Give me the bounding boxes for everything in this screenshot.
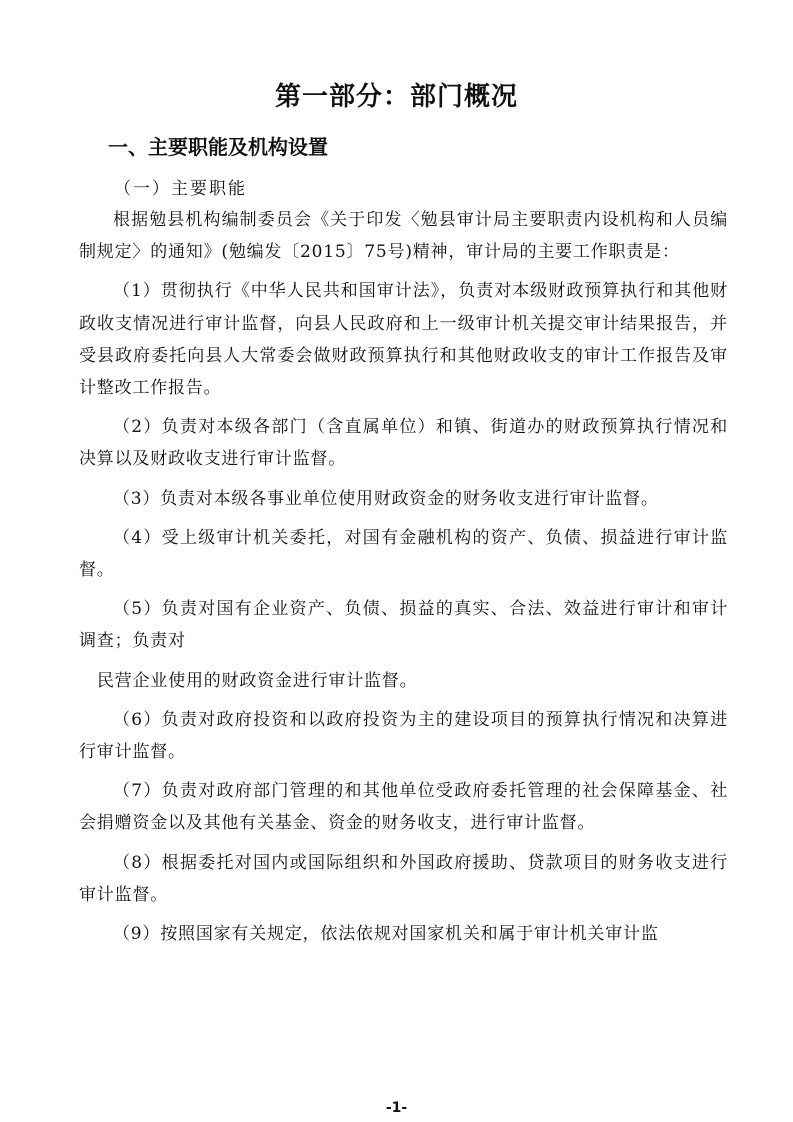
paragraph-duty-3: （3）负责对本级各事业单位使用财政资金的财务收支进行审计监督。 bbox=[113, 488, 659, 509]
paragraph-intro: 根据勉县机构编制委员会《关于印发〈勉县审计局主要职责内设机构和人员编制规定〉的通知》(勉编发〔2015〕75号)精神，审计局的主要工作职责是： bbox=[79, 210, 728, 263]
paragraph-duty-4: （4）受上级审计机关委托，对国有金融机构的资产、负债、损益进行审计监督。 bbox=[79, 527, 728, 581]
paragraph-duty-6: （6）负责对政府投资和以政府投资为主的建设项目的预算执行情况和决算进行审计监督。 bbox=[79, 709, 728, 763]
paragraph-duty-5: （5）负责对国有企业资产、负债、损益的真实、合法、效益进行审计和审计调查；负责对 bbox=[79, 599, 728, 652]
page-number: -1- bbox=[385, 1100, 408, 1116]
page-title: 第一部分：部门概况 bbox=[274, 82, 518, 112]
paragraph-duty-5-continued: 民营企业使用的财政资金进行审计监督。 bbox=[97, 670, 418, 691]
paragraph-duty-9: （9）按照国家有关规定，依法依规对国家机关和属于审计机关审计监 bbox=[113, 924, 659, 945]
paragraph-duty-2: （2）负责对本级各部门（含直属单位）和镇、街道办的财政预算执行情况和决算以及财政收支进行审计监督。 bbox=[79, 417, 728, 470]
document-body bbox=[79, 204, 728, 957]
paragraph-duty-8: （8）根据委托对国内或国际组织和外国政府援助、贷款项目的财务收支进行审计监督。 bbox=[79, 852, 728, 905]
section-heading: 一、主要职能及机构设置 bbox=[108, 135, 328, 159]
paragraph-duty-1: （1）贯彻执行《中华人民共和国审计法》，负责对本级财政预算执行和其他财政收支情况进行审计监督，向县人民政府和上一级审计机关提交审计结果报告，并受县政府委托向县人大常委会做财政预算执行和其他财政收支的审计工作报告及审计整改工作报告。 bbox=[79, 281, 728, 399]
subsection-heading: （一）主要职能 bbox=[114, 179, 247, 199]
paragraph-duty-7: （7）负责对政府部门管理的和其他单位受政府委托管理的社会保障基金、社会捐赠资金以及其他有关基金、资金的财务收支，进行审计监督。 bbox=[79, 781, 728, 834]
